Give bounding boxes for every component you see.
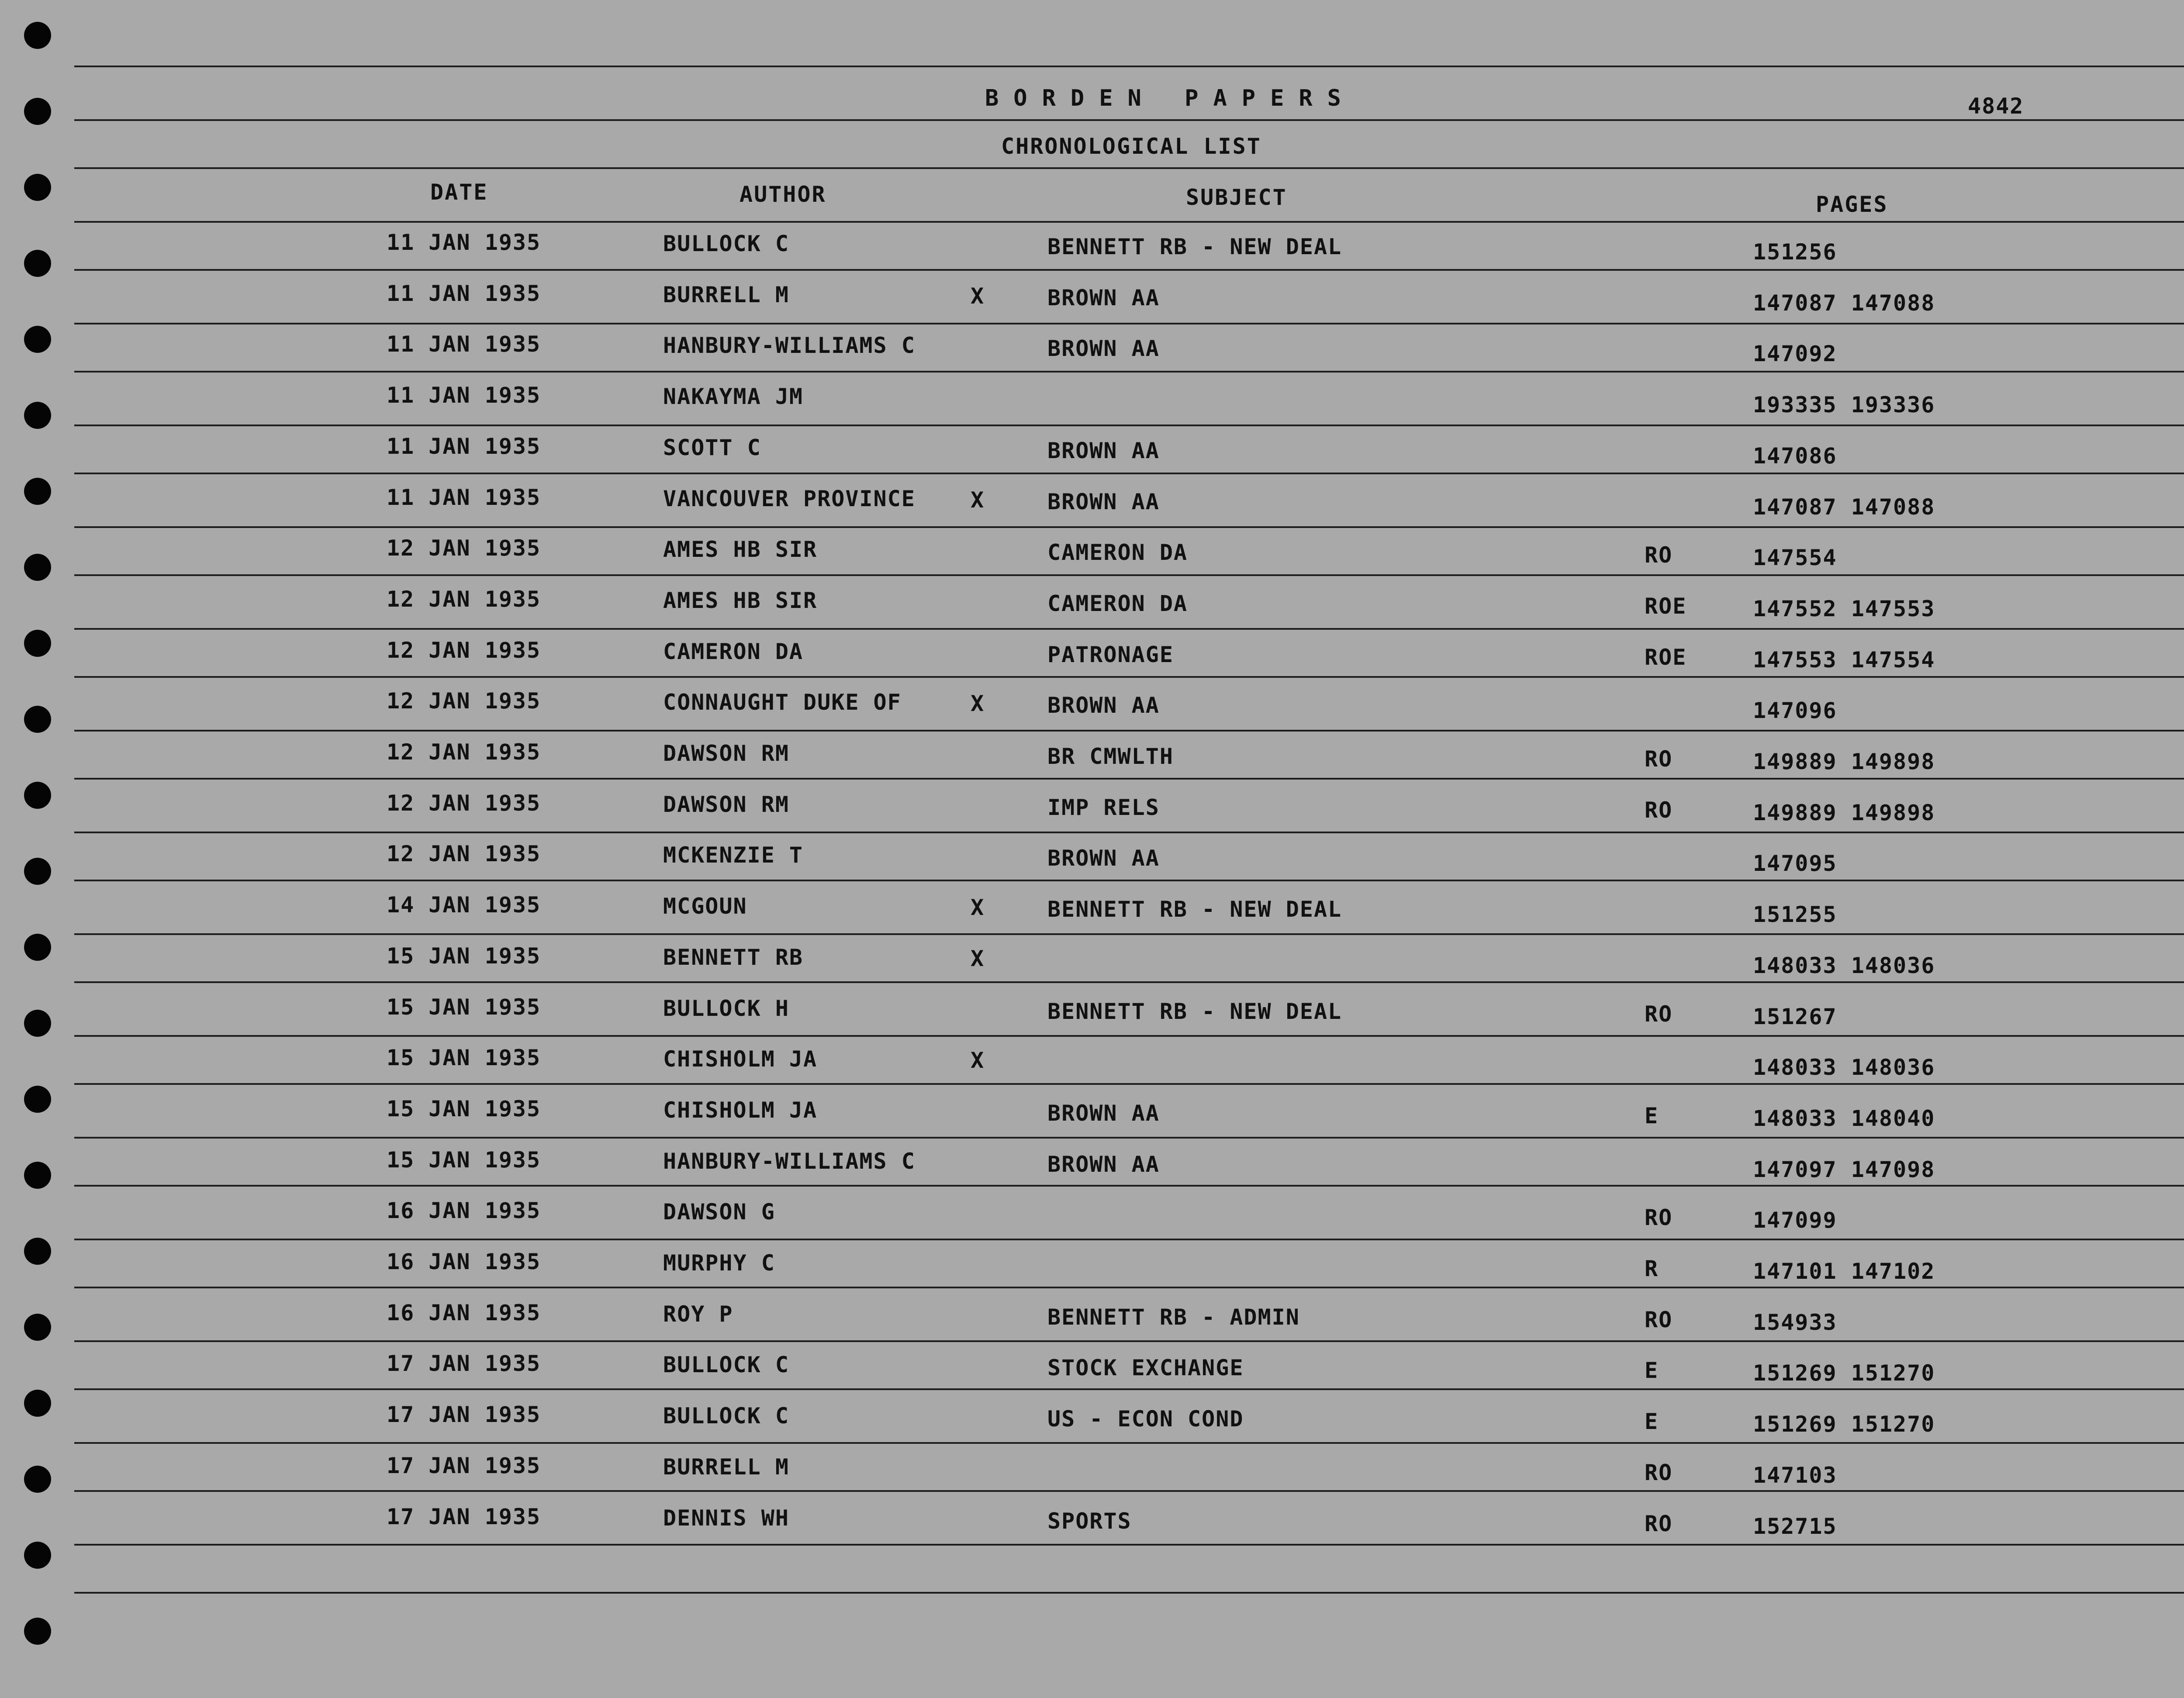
cell-subject: STOCK EXCHANGE <box>1047 1355 1244 1381</box>
cell-code: E <box>1645 1103 1659 1129</box>
feed-hole <box>24 250 51 277</box>
cell-pages: 147099 <box>1753 1208 1837 1233</box>
ruled-line <box>74 1442 2184 1444</box>
cell-code: RO <box>1645 746 1673 772</box>
feed-hole <box>24 1466 51 1493</box>
ruled-line <box>74 832 2184 833</box>
cell-author: NAKAYMA JM <box>663 384 804 410</box>
cell-pages: 147087 147088 <box>1753 290 1935 316</box>
cell-author: DAWSON G <box>663 1199 775 1225</box>
cell-pages: 147092 <box>1753 341 1837 367</box>
cell-author: BULLOCK C <box>663 1352 789 1378</box>
cell-pages: 147101 147102 <box>1753 1259 1935 1284</box>
cell-date: 15 JAN 1935 <box>387 1045 541 1071</box>
cell-x: X <box>971 946 985 971</box>
ruled-line <box>74 1185 2184 1187</box>
ruled-line <box>74 323 2184 324</box>
cell-pages: 151269 151270 <box>1753 1412 1935 1437</box>
cell-subject: BROWN AA <box>1047 1151 1160 1177</box>
cell-x: X <box>971 895 985 921</box>
cell-pages: 149889 149898 <box>1753 749 1935 774</box>
cell-date: 12 JAN 1935 <box>387 790 541 816</box>
feed-hole <box>24 1314 51 1341</box>
cell-pages: 147553 147554 <box>1753 647 1935 673</box>
cell-date: 16 JAN 1935 <box>387 1249 541 1274</box>
cell-date: 11 JAN 1935 <box>387 331 541 357</box>
cell-author: MCGOUN <box>663 894 747 919</box>
cell-x: X <box>971 283 985 309</box>
cell-date: 15 JAN 1935 <box>387 943 541 969</box>
ruled-line <box>74 1388 2184 1390</box>
ruled-line <box>74 933 2184 935</box>
feed-hole <box>24 1086 51 1113</box>
cell-pages: 147086 <box>1753 443 1837 469</box>
cell-date: 12 JAN 1935 <box>387 586 541 612</box>
cell-pages: 147103 <box>1753 1462 1837 1488</box>
ruled-line <box>74 1239 2184 1240</box>
ruled-line <box>74 526 2184 528</box>
cell-date: 15 JAN 1935 <box>387 1096 541 1122</box>
cell-subject: BROWN AA <box>1047 285 1160 311</box>
document-number: 4842 <box>1968 93 2024 119</box>
cell-date: 11 JAN 1935 <box>387 280 541 306</box>
cell-date: 16 JAN 1935 <box>387 1198 541 1224</box>
cell-date: 12 JAN 1935 <box>387 841 541 867</box>
ruled-line <box>74 119 2184 121</box>
cell-author: BULLOCK H <box>663 995 789 1021</box>
cell-pages: 148033 148040 <box>1753 1105 1935 1131</box>
cell-date: 16 JAN 1935 <box>387 1300 541 1325</box>
cell-date: 17 JAN 1935 <box>387 1402 541 1428</box>
cell-subject: BROWN AA <box>1047 336 1160 362</box>
feed-hole <box>24 782 51 809</box>
cell-author: CHISHOLM JA <box>663 1046 818 1072</box>
cell-date: 11 JAN 1935 <box>387 484 541 510</box>
ruled-line <box>74 1083 2184 1085</box>
cell-pages: 151267 <box>1753 1004 1837 1029</box>
feed-hole <box>24 22 51 49</box>
feed-hole <box>24 1542 51 1569</box>
cell-x: X <box>971 487 985 513</box>
cell-author: AMES HB SIR <box>663 537 818 563</box>
cell-subject: US - ECON COND <box>1047 1406 1244 1432</box>
cell-author: CAMERON DA <box>663 638 804 664</box>
ruled-line <box>74 1287 2184 1288</box>
cell-date: 15 JAN 1935 <box>387 994 541 1020</box>
cell-date: 12 JAN 1935 <box>387 739 541 765</box>
cell-pages: 147096 <box>1753 698 1837 724</box>
document-subtitle: CHRONOLOGICAL LIST <box>1001 134 1261 159</box>
cell-date: 14 JAN 1935 <box>387 892 541 918</box>
cell-code: RO <box>1645 1460 1673 1485</box>
feed-hole <box>24 98 51 125</box>
ruled-line <box>74 473 2184 474</box>
cell-pages: 147087 147088 <box>1753 494 1935 520</box>
ruled-line <box>74 1490 2184 1492</box>
cell-pages: 147095 <box>1753 851 1837 877</box>
cell-code: R <box>1645 1256 1659 1281</box>
cell-date: 12 JAN 1935 <box>387 535 541 561</box>
ruled-line <box>74 1137 2184 1139</box>
cell-author: MCKENZIE T <box>663 842 804 868</box>
cell-code: ROE <box>1645 644 1687 670</box>
cell-subject: PATRONAGE <box>1047 642 1174 667</box>
cell-author: AMES HB SIR <box>663 587 818 613</box>
ruled-line <box>74 221 2184 223</box>
cell-code: RO <box>1645 1205 1673 1231</box>
column-header-pages: PAGES <box>1816 192 1888 217</box>
cell-author: ROY P <box>663 1301 733 1327</box>
ruled-line <box>74 574 2184 576</box>
column-header-author: AUTHOR <box>740 182 826 207</box>
feed-hole <box>24 554 51 581</box>
cell-date: 11 JAN 1935 <box>387 433 541 459</box>
cell-date: 17 JAN 1935 <box>387 1351 541 1377</box>
cell-x: X <box>971 691 985 717</box>
cell-subject: BROWN AA <box>1047 489 1160 514</box>
cell-author: DAWSON RM <box>663 741 789 766</box>
feed-hole <box>24 858 51 885</box>
cell-subject: BENNETT RB - NEW DEAL <box>1047 234 1342 259</box>
feed-hole <box>24 174 51 201</box>
cell-x: X <box>971 1048 985 1073</box>
cell-author: DENNIS WH <box>663 1505 789 1531</box>
cell-code: E <box>1645 1409 1659 1435</box>
cell-subject: BR CMWLTH <box>1047 744 1174 769</box>
cell-pages: 148033 148036 <box>1753 953 1935 978</box>
document-title: BORDEN PAPERS <box>985 85 1356 111</box>
cell-date: 15 JAN 1935 <box>387 1147 541 1173</box>
cell-pages: 147554 <box>1753 545 1837 571</box>
cell-code: RO <box>1645 1511 1673 1536</box>
ruled-line <box>74 371 2184 373</box>
ruled-line <box>74 628 2184 630</box>
ruled-line <box>74 1544 2184 1546</box>
cell-pages: 148033 148036 <box>1753 1055 1935 1080</box>
cell-pages: 152715 <box>1753 1513 1837 1539</box>
cell-date: 12 JAN 1935 <box>387 688 541 714</box>
feed-hole <box>24 1618 51 1645</box>
ruled-line <box>74 1340 2184 1342</box>
ruled-line <box>74 66 2184 67</box>
feed-hole <box>24 934 51 961</box>
cell-author: CONNAUGHT DUKE OF <box>663 690 902 715</box>
cell-author: MURPHY C <box>663 1250 775 1276</box>
cell-author: BENNETT RB <box>663 944 804 970</box>
cell-author: HANBURY-WILLIAMS C <box>663 333 916 359</box>
feed-hole <box>24 478 51 505</box>
feed-hole <box>24 1238 51 1265</box>
cell-subject: BENNETT RB - ADMIN <box>1047 1304 1300 1330</box>
cell-subject: IMP RELS <box>1047 794 1160 820</box>
cell-author: BURRELL M <box>663 282 789 307</box>
feed-hole <box>24 326 51 353</box>
cell-subject: BROWN AA <box>1047 846 1160 871</box>
ruled-line <box>74 424 2184 426</box>
cell-date: 17 JAN 1935 <box>387 1504 541 1529</box>
cell-pages: 149889 149898 <box>1753 800 1935 825</box>
ruled-line <box>74 167 2184 169</box>
feed-hole <box>24 1010 51 1037</box>
ruled-line <box>74 730 2184 732</box>
ruled-line <box>74 269 2184 271</box>
ruled-line <box>74 880 2184 881</box>
cell-author: HANBURY-WILLIAMS C <box>663 1148 916 1174</box>
cell-subject: SPORTS <box>1047 1508 1132 1534</box>
cell-date: 17 JAN 1935 <box>387 1453 541 1478</box>
ruled-line <box>74 1592 2184 1594</box>
column-header-date: DATE <box>430 179 488 205</box>
ruled-line <box>74 1035 2184 1037</box>
feed-hole <box>24 1162 51 1189</box>
cell-pages: 151269 151270 <box>1753 1360 1935 1386</box>
cell-pages: 193335 193336 <box>1753 392 1935 418</box>
column-header-subject: SUBJECT <box>1186 185 1287 210</box>
ruled-line <box>74 778 2184 780</box>
cell-subject: CAMERON DA <box>1047 540 1188 566</box>
cell-date: 12 JAN 1935 <box>387 637 541 663</box>
feed-hole <box>24 630 51 657</box>
cell-subject: BROWN AA <box>1047 438 1160 463</box>
cell-date: 11 JAN 1935 <box>387 230 541 255</box>
cell-subject: BROWN AA <box>1047 1100 1160 1126</box>
cell-pages: 147552 147553 <box>1753 596 1935 621</box>
cell-code: RO <box>1645 542 1673 568</box>
ruled-line <box>74 676 2184 678</box>
cell-subject: BROWN AA <box>1047 693 1160 718</box>
cell-pages: 154933 <box>1753 1309 1837 1335</box>
cell-author: CHISHOLM JA <box>663 1097 818 1123</box>
feed-hole <box>24 706 51 733</box>
cell-author: BULLOCK C <box>663 231 789 256</box>
cell-author: DAWSON RM <box>663 791 789 817</box>
cell-pages: 151256 <box>1753 239 1837 265</box>
cell-code: RO <box>1645 1001 1673 1027</box>
feed-hole <box>24 402 51 429</box>
ruled-line <box>74 981 2184 983</box>
cell-author: SCOTT C <box>663 435 761 460</box>
cell-code: E <box>1645 1358 1659 1384</box>
cell-author: BULLOCK C <box>663 1403 789 1429</box>
cell-code: ROE <box>1645 593 1687 619</box>
cell-code: RO <box>1645 1307 1673 1332</box>
cell-code: RO <box>1645 797 1673 823</box>
cell-date: 11 JAN 1935 <box>387 383 541 408</box>
cell-pages: 147097 147098 <box>1753 1156 1935 1182</box>
cell-author: VANCOUVER PROVINCE <box>663 486 916 511</box>
cell-subject: CAMERON DA <box>1047 590 1188 616</box>
cell-pages: 151255 <box>1753 902 1837 928</box>
cell-subject: BENNETT RB - NEW DEAL <box>1047 897 1342 922</box>
cell-author: BURRELL M <box>663 1454 789 1480</box>
feed-hole <box>24 1390 51 1417</box>
cell-subject: BENNETT RB - NEW DEAL <box>1047 998 1342 1024</box>
